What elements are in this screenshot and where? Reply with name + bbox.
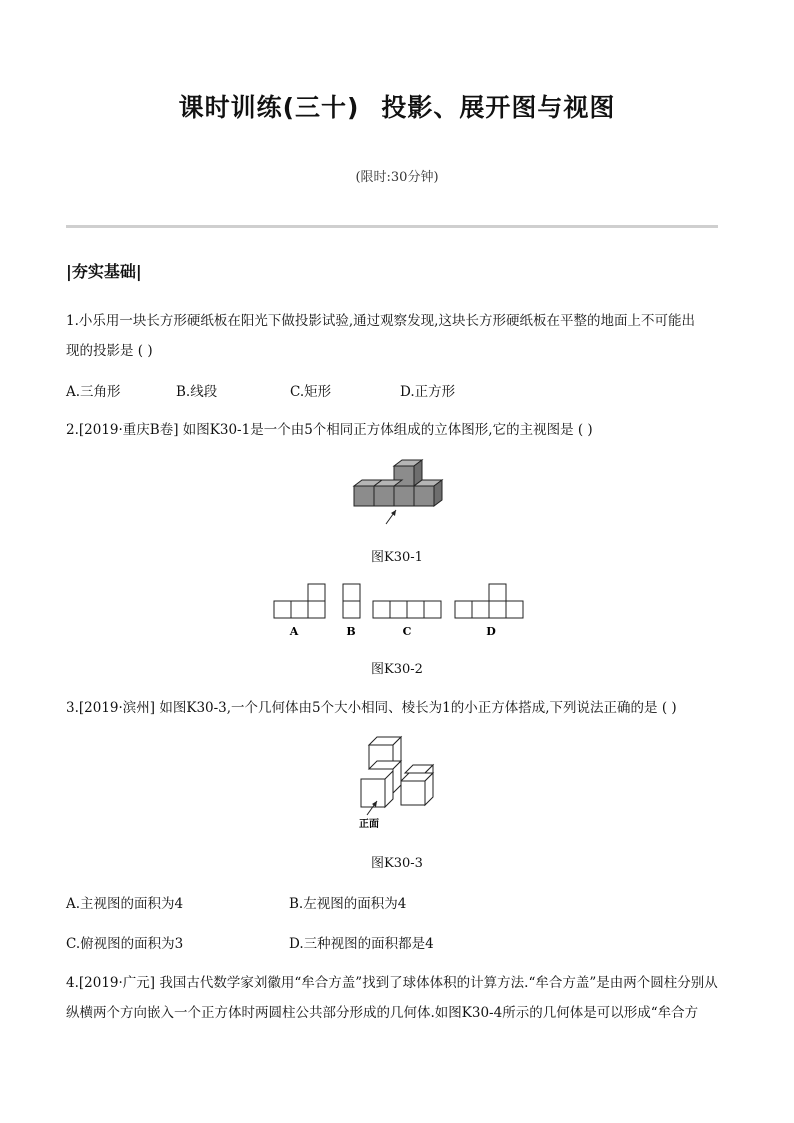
question-4-line-2: 纵横两个方向嵌入一个正方体时两圆柱公共部分形成的几何体.如图K30-4所示的几何体是可以形成“牟合方 [66,1005,699,1021]
section-heading: |夯实基础| [66,262,142,281]
page-title [0,88,794,124]
time-limit: (限时:30分钟) [355,170,439,185]
question-1 [66,306,730,366]
q1-option-d: D.正方形 [400,384,456,400]
question-1-line-1: 1.小乐用一块长方形硬纸板在阳光下做投影试验,通过观察发现,这块长方形硬纸板在平整的地面上不可能出 [66,313,695,329]
figure-k30-3 [355,735,445,835]
question-2: 2.[2019·重庆B卷] 如图K30-1是一个由5个相同正方体组成的立体图形,它的主视图是 ( ) [66,422,593,438]
figure-k30-2 [270,584,530,640]
q3-option-d: D.三种视图的面积都是4 [289,936,434,952]
question-1-line-2: 现的投影是 ( ) [66,343,153,359]
choice-label-d: D [486,625,496,638]
figure-k30-3-caption: 图K30-3 [371,856,423,871]
cube-front-face [374,486,394,506]
choice-d-drawing [455,584,523,618]
header-divider [66,225,718,228]
question-4 [66,968,730,1028]
cube-front-face [414,486,434,506]
choice-c-drawing [373,601,441,618]
figure-k30-2-caption: 图K30-2 [371,662,423,677]
title-lesson: 课时训练(三十) [178,93,360,122]
q3-option-c: C.俯视图的面积为3 [66,936,184,952]
q1-option-c: C.矩形 [290,384,332,400]
front-face-label: 正面 [359,819,379,830]
cube-front-face [394,486,414,506]
cube-front-face [361,779,385,807]
question-4-line-1: 4.[2019·广元] 我国古代数学家刘徽用“牟合方盖”找到了球体体积的计算方法.“牟合方盖”是由两个圆柱分别从 [66,975,718,991]
q3-option-a: A.主视图的面积为4 [66,896,184,912]
choice-label-c: C [402,625,412,638]
q1-option-b: B.线段 [176,384,218,400]
choice-b-drawing [343,584,360,618]
cube-front-face [401,781,425,805]
choice-a-drawing [274,584,325,618]
cube-front-face [354,486,374,506]
figure-k30-1 [350,458,450,528]
title-topic: 投影、展开图与视图 [381,93,616,122]
choice-label-a: A [289,625,299,638]
q1-option-a: A.三角形 [66,384,121,400]
figure-k30-1-caption: 图K30-1 [371,550,423,565]
choice-label-b: B [346,625,356,638]
q3-option-b: B.左视图的面积为4 [289,896,407,912]
cube-side-face [385,771,393,807]
question-3: 3.[2019·滨州] 如图K30-3,一个几何体由5个大小相同、棱长为1的小正方体搭成,下列说法正确的是 ( ) [66,700,677,716]
